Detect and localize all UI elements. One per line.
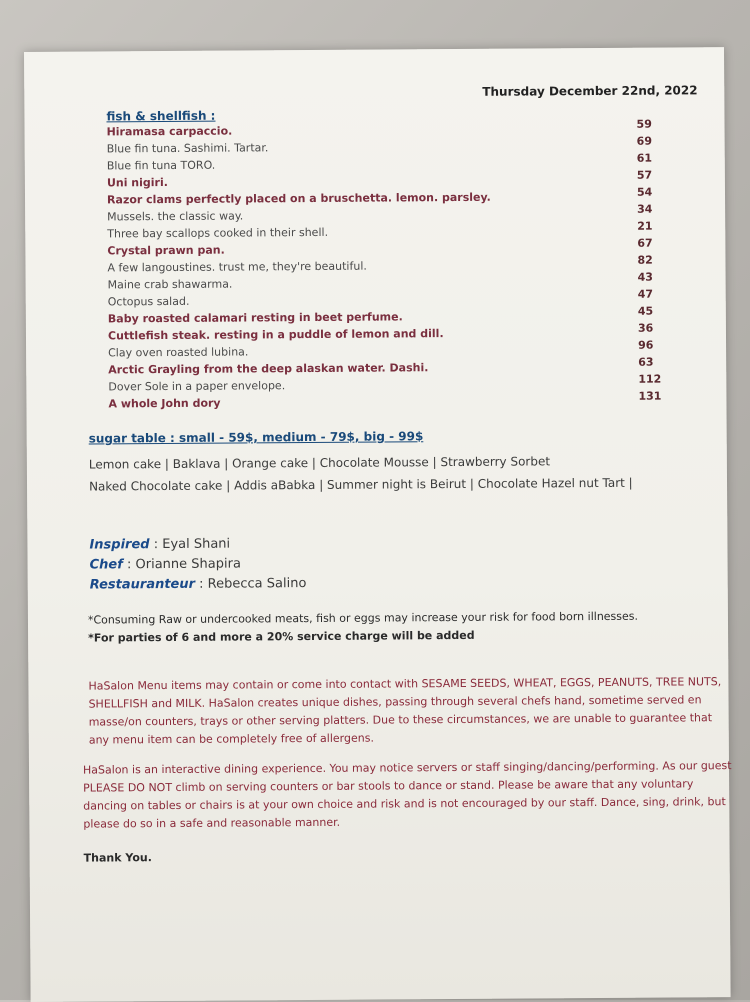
menu-item-price: 59: [636, 117, 652, 131]
menu-item-price: 36: [637, 321, 654, 335]
menu-item-price: 131: [638, 389, 662, 403]
credit-restauranteur-label: Restauranteur: [89, 576, 196, 593]
menu-item-name: A few langoustines. trust me, they're beautiful.: [107, 259, 367, 275]
menu-item-price: 63: [638, 355, 654, 369]
credit-restauranteur-value: : Rebecca Salino: [194, 576, 307, 592]
menu-item-price: 54: [636, 185, 653, 199]
menu-item-name: Maine crab shawarma.: [107, 277, 233, 292]
menu-item-name: Blue fin tuna. Sashimi. Tartar.: [106, 141, 269, 156]
menu-item-name: Octopus salad.: [107, 294, 190, 309]
credit-chef-value: : Orianne Shapira: [122, 556, 241, 573]
thank-you: Thank You.: [83, 851, 152, 865]
menu-item-price: 57: [636, 168, 653, 182]
menu-item-price: 61: [636, 151, 653, 165]
credit-chef: [90, 554, 307, 576]
menu-item: [108, 389, 708, 414]
menu-item-name: Clay oven roasted lubina.: [108, 345, 249, 360]
menu-date: Thursday December 22nd, 2022: [482, 83, 698, 99]
dessert-list: [89, 449, 729, 497]
menu-item-name: Cuttlefish steak. resting in a puddle of lemon and dill.: [107, 327, 444, 343]
interactive-notice: HaSalon is an interactive dining experience. You may notice servers or staff singing/dancing/performing. As our guest PLEASE DO NOT climb on serving counters or bar stools to dance or stand. Please be aware that any voluntary dancing on tables or chairs is at your own choice and risk and is not encouraged by our staff. Dance, sing, drink, but please do so in a safe and reasonable manner.: [82, 759, 732, 831]
menu-item-price: 67: [637, 236, 653, 250]
menu-item-price: 47: [637, 287, 654, 301]
menu-item-price: 45: [637, 304, 654, 318]
menu-item-name: Baby roasted calamari resting in beet perfume.: [107, 310, 403, 326]
menu-item-name: Razor clams perfectly placed on a bruschetta. lemon. parsley.: [106, 190, 491, 207]
menu-item-name: Mussels. the classic way.: [107, 209, 244, 224]
credit-inspired: [89, 534, 306, 556]
menu-item-name: Crystal prawn pan.: [107, 243, 225, 258]
fish-section-title: fish & shellfish :: [106, 108, 216, 124]
menu-item-price: 21: [637, 219, 653, 233]
note-service-charge: *For parties of 6 and more a 20% service charge will be added: [88, 628, 475, 645]
sugar-section-title: sugar table : small - 59$, medium - 79$, big - 99$: [88, 429, 424, 446]
allergy-notice: HaSalon Menu items may contain or come into contact with SESAME SEEDS, WHEAT, EGGS, PEANUTS, TREE NUTS, SHELLFISH and MILK. HaSalon creates unique dishes, passing through several chefs hand, sometime served en masse/on counters, trays or other serving platters. Due to these circumstances, we are unable to guarantee that any menu item can be completely free of allergens.: [88, 675, 722, 747]
menu-paper: [24, 47, 731, 1002]
credits: [89, 534, 306, 596]
menu-item-name: Blue fin tuna TORO.: [106, 158, 216, 173]
menu-item-name: Three bay scallops cooked in their shell.: [107, 225, 329, 241]
menu-item-price: 69: [636, 134, 652, 148]
menu-item-name: Arctic Grayling from the deep alaskan water. Dashi.: [108, 361, 429, 377]
credit-inspired-value: : Eyal Shani: [149, 536, 231, 553]
credit-inspired-label: Inspired: [89, 537, 150, 553]
menu-item-price: 43: [637, 270, 653, 284]
menu-item-price: 34: [637, 202, 653, 216]
menu-item-name: A whole John dory: [108, 396, 221, 411]
note-raw-food: *Consuming Raw or undercooked meats, fish or eggs may increase your risk for food born illnesses.: [87, 609, 639, 627]
menu-item-name: Uni nigiri.: [106, 175, 168, 190]
dessert-line-2: Naked Chocolate cake | Addis aBabka | Summer night is Beirut | Chocolate Hazel nut Tart |: [88, 475, 633, 494]
notes: [88, 608, 638, 648]
menu-item-name: Dover Sole in a paper envelope.: [108, 379, 286, 394]
menu-item-price: 96: [638, 338, 654, 352]
credit-chef-label: Chef: [89, 557, 123, 573]
menu-item-price: 112: [638, 372, 662, 386]
menu-item-price: 82: [637, 253, 653, 267]
menu-item-name: Hiramasa carpaccio.: [106, 124, 233, 139]
fish-item-list: [106, 117, 709, 414]
dessert-line-1: Lemon cake | Baklava | Orange cake | Chocolate Mousse | Strawberry Sorbet: [88, 454, 551, 472]
credit-restauranteur: [90, 574, 307, 596]
